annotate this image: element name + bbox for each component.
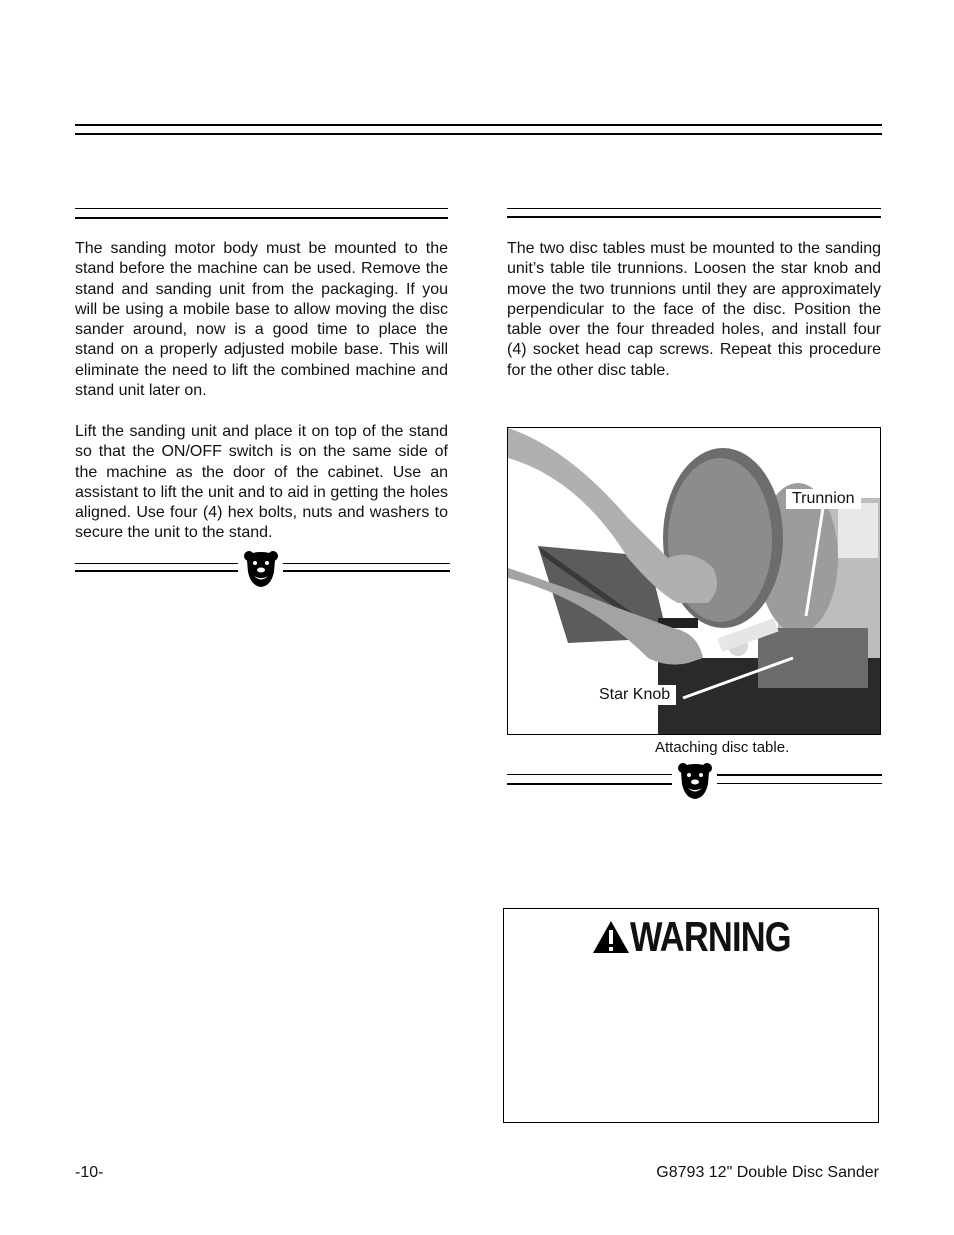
figure-caption: Attaching disc table. [655,739,790,756]
left-paragraph-2: Lift the sanding unit and place it on top of the stand so that the ON/OFF switch is on the same side of the machine as the door of the cabinet. Use an assistant to lift the unit and to aid in getting the holes aligned. Use four (4) hex bolts, nuts and washers to secure the unit to the stand. [75,423,448,542]
left-heading-rule-top [75,208,448,209]
left-heading-rule-bottom [75,217,448,219]
figure-label-star-knob: Star Knob [593,685,676,705]
figure-label-trunnion: Trunnion [786,489,861,509]
warning-box [503,908,879,1123]
disc-sander-illustration [508,428,880,734]
left-paragraph-1: The sanding motor body must be mounted to the stand before the machine can be used. Remove the stand and sanding unit from the packaging. If you will be using a mobile base to allow moving the disc sander around, now is a good time to place the stand on a properly adjusted mobile base. This will eliminate the need to lift the combined machine and stand unit later on. [75,240,448,400]
header-rule-top [75,124,882,126]
bear-logo-icon [677,762,713,800]
figure-photo [507,427,881,735]
right-paragraph-1: The two disc tables must be mounted to the sanding unit’s table tile trunnions. Loosen the star knob and move the two trunnions until they are approximately perpendicular to the face of the disc. Position the table over the four threaded holes, and install four (4) socket head cap screws. Repeat this procedure for the other disc table. [507,240,881,379]
right-section-divider [507,762,882,802]
left-section-divider [75,550,450,590]
right-heading-rule-bottom [507,216,881,218]
warning-header [592,913,852,961]
right-heading-rule-top [507,208,881,209]
footer-model: G8793 12" Double Disc Sander [656,1164,879,1181]
warning-triangle-icon [592,920,630,954]
warning-title: WARNING [630,913,791,960]
page-number: -10- [75,1164,104,1181]
header-rule-bottom [75,133,882,135]
bear-logo-icon [243,550,279,588]
